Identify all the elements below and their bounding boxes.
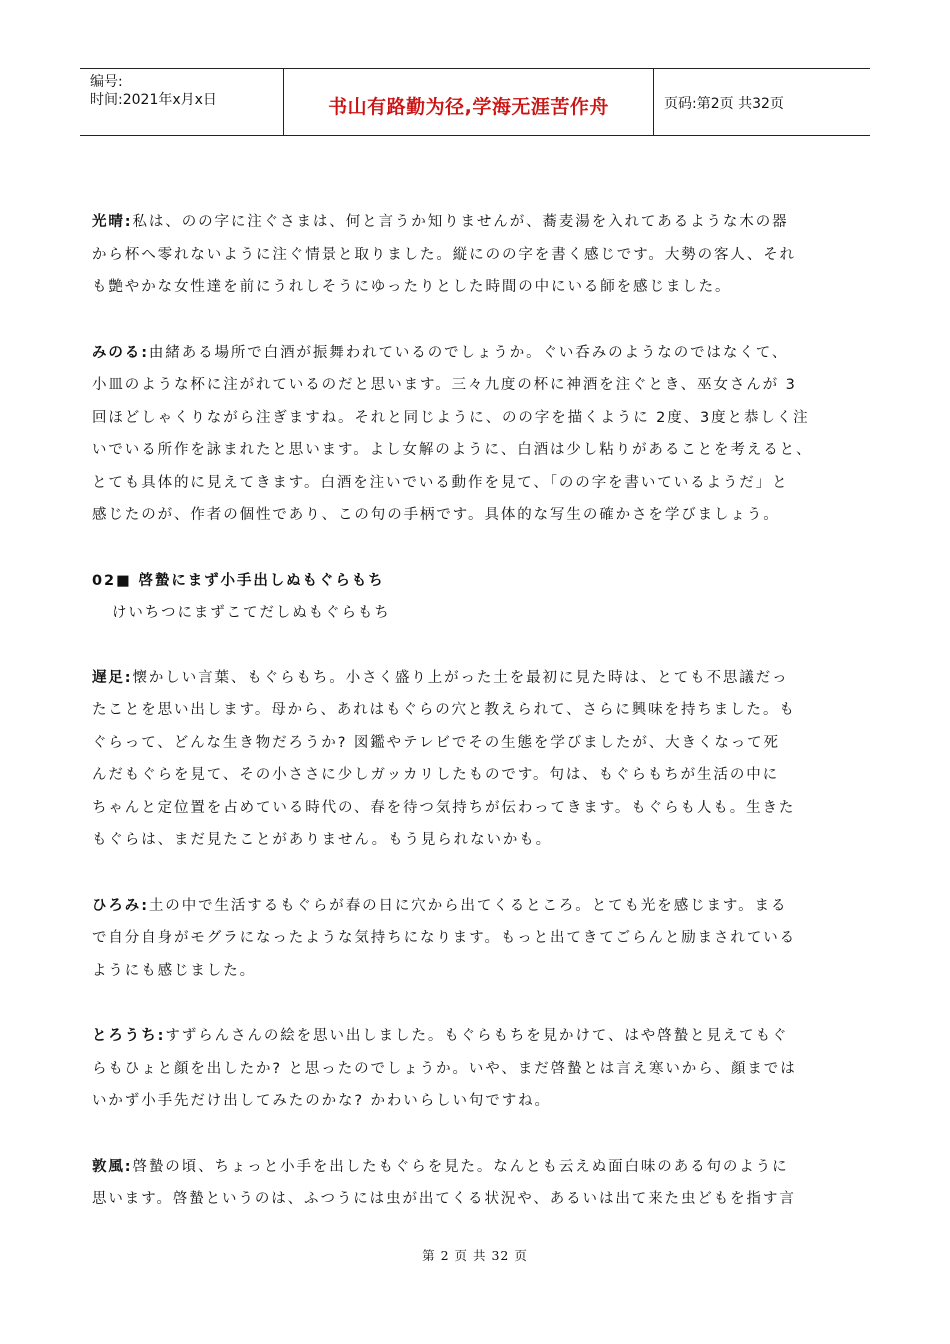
comment-block <box>92 1020 872 1118</box>
header-motto: 书山有路勤为径,学海无涯苦作舟 <box>328 95 609 118</box>
comment-block <box>92 206 872 304</box>
comment-line: みのる:由緒ある場所で白酒が振舞われているのでしょうか。ぐい呑みのようなのではなくて、 <box>92 344 789 361</box>
header-page-label: 页码:第2页 共32页 <box>664 96 784 112</box>
document-number-label: 编号: <box>90 74 123 90</box>
haiku-title: 02■ 啓蟄にまず小手出しぬもぐらもち <box>92 572 385 589</box>
comment-line: 思います。啓蟄というのは、ふつうには虫が出てくる状況や、あるいは出て来た虫どもを指す言 <box>92 1191 796 1207</box>
comment-line: もぐらは、まだ見たことがありません。もう見られないかも。 <box>92 832 553 848</box>
comment-block <box>92 890 872 988</box>
comment-line: 敦風:啓蟄の頃、ちょっと小手を出したもぐらを見た。なんとも云えぬ面白味のある句のように <box>92 1158 789 1175</box>
comment-line: ちゃんと定位置を占めている時代の、春を待つ気持ちが伝わってきます。もぐらも人も。生きた <box>92 799 796 816</box>
comment-line: も艶やかな女性達を前にうれしそうにゆったりとした時間の中にいる師を感じました。 <box>92 279 732 295</box>
comment-block <box>92 1151 872 1216</box>
comment-line: で自分自身がモグラになったような気持ちになります。もっと出てきてごらんと励まされている <box>92 930 797 946</box>
comment-block <box>92 662 872 857</box>
haiku-reading: けいちつにまずこてだしぬもぐらもち <box>112 604 391 621</box>
comment-speaker: みのる: <box>92 344 149 361</box>
comment-line: らもひょと顔を出したか? と思ったのでしょうか。いや、まだ啓蟄とは言え寒いから、顔までは <box>92 1060 797 1077</box>
header-page-cell <box>654 69 870 135</box>
comment-line: 光晴:私は、のの字に注ぐさまは、何と言うか知りませんが、蕎麦湯を入れてあるような木の器 <box>92 214 789 230</box>
document-time-label: 时间:2021年x月x日 <box>90 92 217 108</box>
haiku-block <box>92 565 872 629</box>
comment-speaker: ひろみ: <box>92 897 149 914</box>
document-body <box>92 206 872 1216</box>
comment-line: とても具体的に見えてきます。白酒を注いでいる動作を見て、「のの字を書いているようだ」と <box>92 474 789 491</box>
comment-block <box>92 337 872 532</box>
comment-line: いかず小手先だけ出してみたのかな? かわいらしい句ですね。 <box>92 1093 551 1109</box>
comment-speaker: とろうち: <box>92 1028 166 1044</box>
comment-line: から杯へ零れないように注ぐ情景と取りました。縦にのの字を書く感じです。大勢の客人、それ <box>92 246 797 263</box>
comment-line: 感じたのが、作者の個性であり、この句の手柄です。具体的な写生の確かさを学びましょう。 <box>92 507 780 523</box>
header-meta-cell <box>80 69 284 135</box>
comment-line: たことを思い出します。母から、あれはもぐらの穴と教えられて、さらに興味を持ちました。も <box>92 702 796 718</box>
comment-line: 回ほどしゃくりながら注ぎますね。それと同じように、のの字を描くように 2度、3度と恭しく注 <box>92 409 810 426</box>
comment-line: ひろみ:土の中で生活するもぐらが春の日に穴から出てくるところ。とても光を感じます。まる <box>92 897 788 914</box>
page-footer: 第 2 页 共 32 页 <box>422 1248 528 1263</box>
comment-line: 遅足:懐かしい言葉、もぐらもち。小さく盛り上がった土を最初に見た時は、とても不思議だっ <box>92 669 789 686</box>
comment-speaker: 遅足: <box>92 669 133 686</box>
comment-line: ようにも感じました。 <box>92 962 256 979</box>
header-motto-cell <box>284 69 654 135</box>
comment-line: ぐらって、どんな生き物だろうか? 図鑑やテレビでその生態を学びましたが、大きくなって死 <box>92 734 780 751</box>
comment-line: 小皿のような杯に注がれているのだと思います。三々九度の杯に神酒を注ぐとき、巫女さんが 3 <box>92 377 797 393</box>
comment-speaker: 敦風: <box>92 1158 133 1175</box>
document-header <box>80 68 870 136</box>
comment-line: いでいる所作を詠まれたと思います。よし女解のように、白酒は少し粘りがあることを考えると、 <box>92 442 813 458</box>
comment-line: んだもぐらを見て、その小ささに少しガッカリしたものです。句は、もぐらもちが生活の中に <box>92 767 780 783</box>
comment-line: とろうち:すずらんさんの絵を思い出しました。もぐらもちを見かけて、はや啓蟄と見えてもぐ <box>92 1028 789 1044</box>
comment-speaker: 光晴: <box>92 214 133 230</box>
